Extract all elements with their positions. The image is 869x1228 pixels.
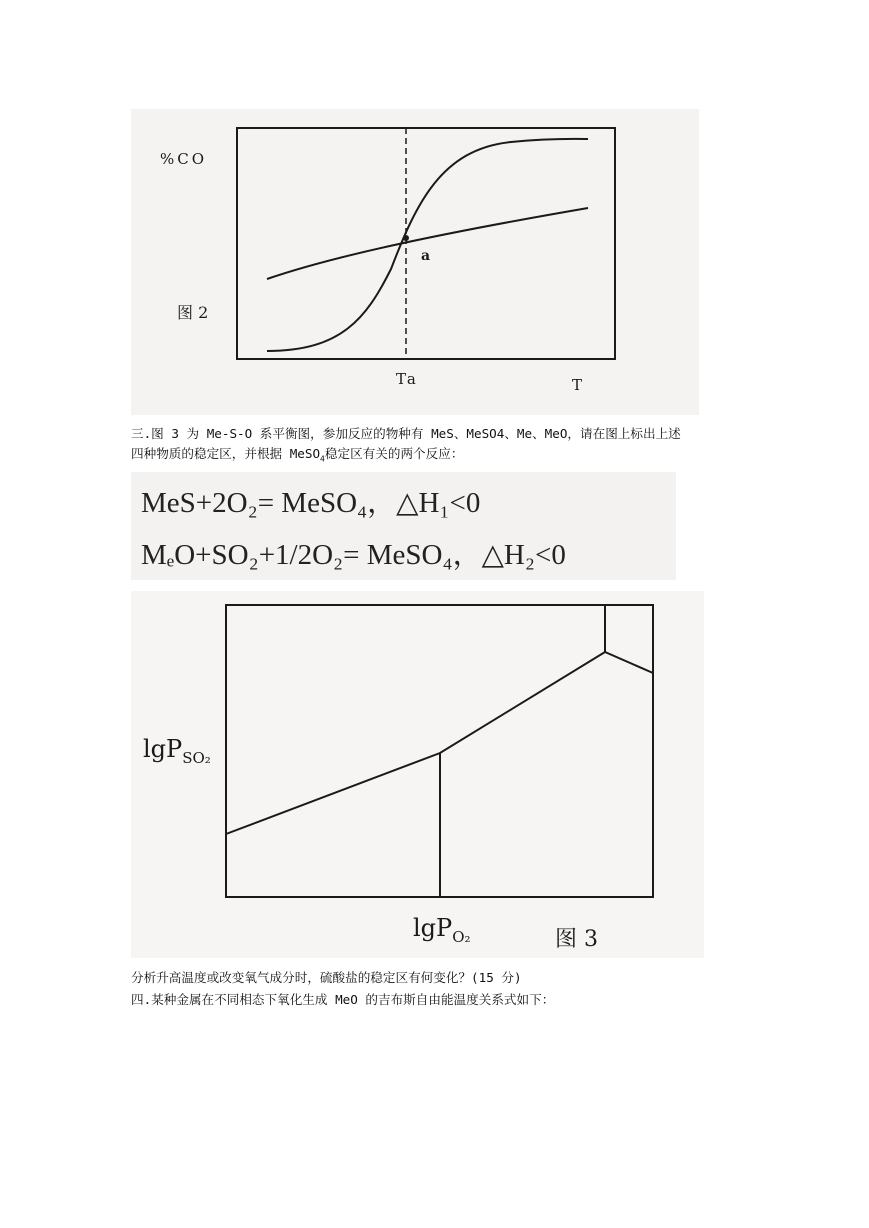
equation-2: MₑO+SO₂+1/2O₂= MeSO₄，△H₂<0 — [141, 539, 566, 571]
s-curve — [267, 139, 588, 351]
question-3-line-2-subscript: 4 — [320, 454, 325, 464]
y-axis-label: %CO — [160, 150, 208, 168]
question-3-line-2-start: 四种物质的稳定区，并根据 MeSO — [131, 446, 321, 461]
point-a-label: a — [421, 248, 431, 264]
equation-1: MeS+2O₂= MeSO₄，△H₁<0 — [141, 487, 481, 519]
figure-2-plot — [131, 109, 699, 415]
figure-2 — [131, 109, 699, 415]
question-3-followup: 分析升高温度或改变氧气成分时，硫酸盐的稳定区有何变化？(15 分) — [131, 970, 522, 985]
figure-2-caption: 图 2 — [177, 303, 209, 322]
figure-3-plot — [131, 591, 704, 958]
equations-block — [131, 472, 676, 580]
figure-2-frame — [237, 128, 615, 359]
y-axis-label: lgP$_{SO_2}$ — [143, 735, 211, 767]
intersection-point — [403, 235, 409, 241]
question-3-line-2-end: 稳定区有关的两个反应： — [324, 446, 464, 461]
x-axis-label: T — [572, 376, 583, 394]
straight-curve — [267, 208, 588, 279]
question-3-line-1: 三.图 3 为 Me-S-O 系平衡图，参加反应的物种有 MeS、MeSO4、Me、MeO，请在图上标出上述 — [131, 426, 681, 441]
figure-3 — [131, 591, 704, 958]
question-3-line-2 — [131, 444, 463, 470]
figure-3-caption: 图 3 — [555, 927, 598, 952]
question-4-text: 四.某种金属在不同相态下氧化生成 MeO 的吉布斯自由能温度关系式如下： — [131, 992, 555, 1007]
ta-tick-label: Ta — [396, 370, 418, 388]
x-axis-label: lgP$_{O_2}$ — [413, 914, 471, 946]
